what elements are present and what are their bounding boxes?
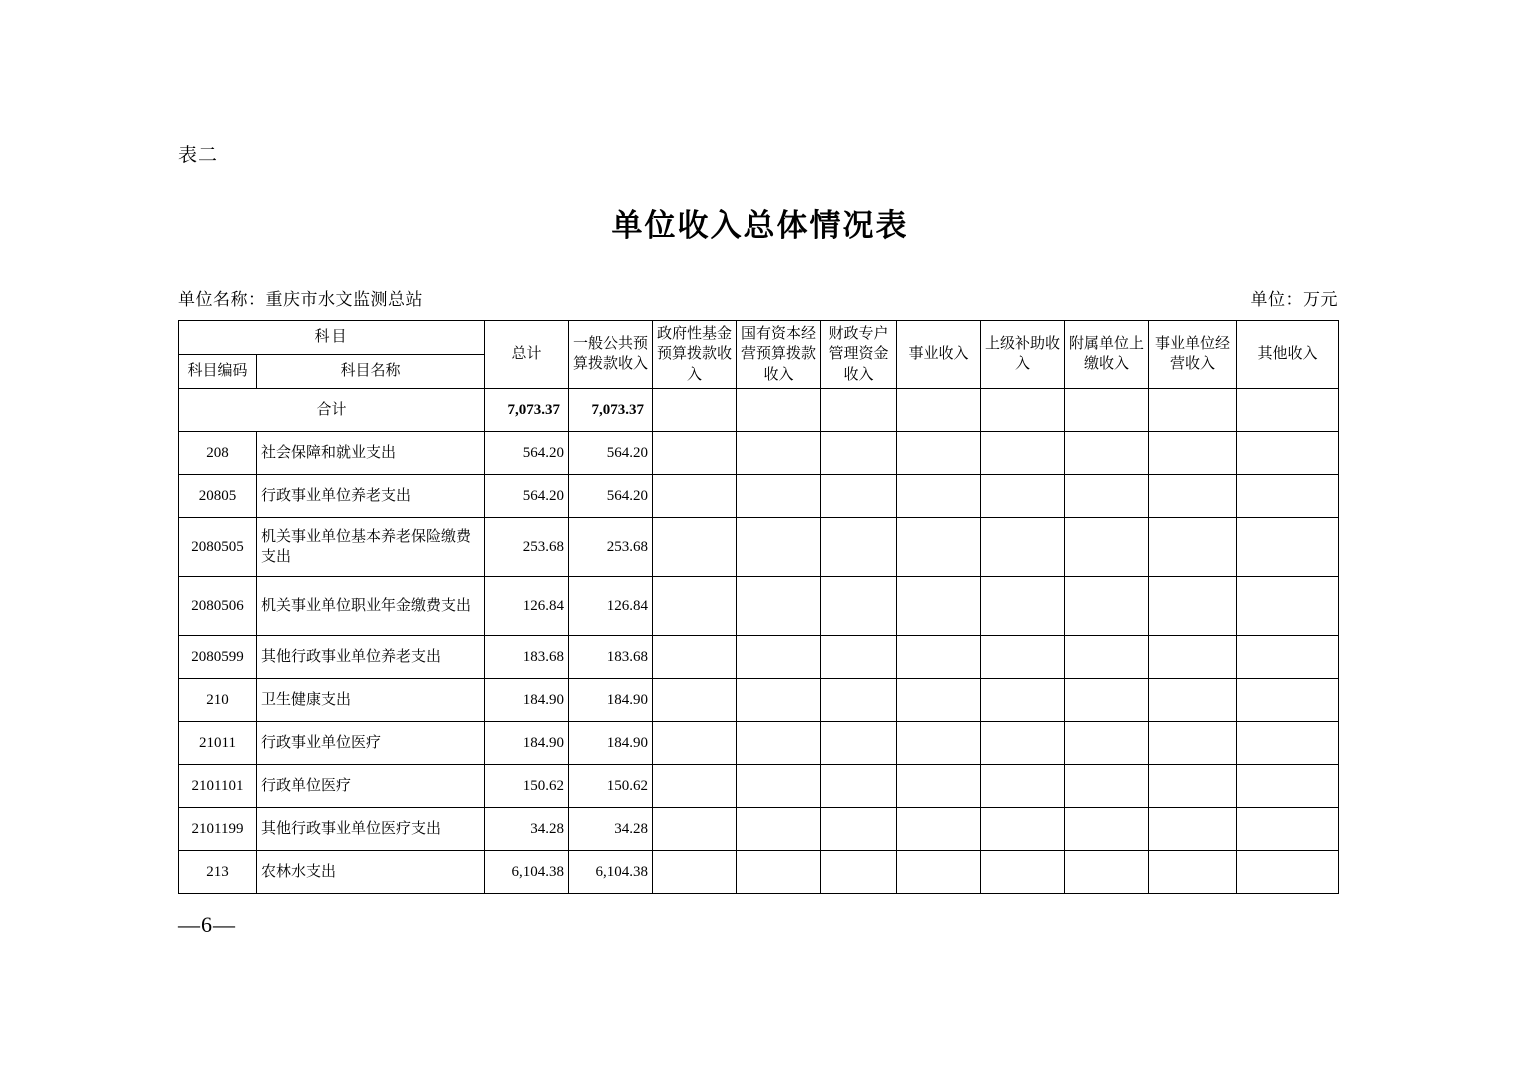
cell-business-income [897, 635, 981, 678]
cell-total: 184.90 [485, 678, 569, 721]
cell-fiscal-special-account [821, 431, 897, 474]
cell-business-unit-operation [1149, 431, 1237, 474]
cell-state-capital-operation [737, 635, 821, 678]
cell-affiliated-unit-payment [1065, 678, 1149, 721]
cell-total: 6,104.38 [485, 850, 569, 893]
table-row [179, 431, 1339, 474]
header-government-fund-budget: 政府性基金预算拨款收入 [653, 321, 737, 389]
cell-subject-name: 行政事业单位养老支出 [257, 474, 485, 517]
cell-business-unit-operation [1149, 764, 1237, 807]
header-subject-code: 科目编码 [179, 354, 257, 388]
cell-other-income [1237, 474, 1339, 517]
page-title: 单位收入总体情况表 [611, 208, 909, 243]
cell-superior-subsidy [981, 635, 1065, 678]
cell-general-public-budget: 184.90 [569, 721, 653, 764]
cell-subject-name: 卫生健康支出 [257, 678, 485, 721]
cell-government-fund-budget [653, 850, 737, 893]
cell-subject-code: 213 [179, 850, 257, 893]
cell-fiscal-special-account [821, 474, 897, 517]
cell-subject-name: 行政事业单位医疗 [257, 721, 485, 764]
cell-general-public-budget: 34.28 [569, 807, 653, 850]
cell-business-income [897, 850, 981, 893]
cell-business-unit-operation [1149, 807, 1237, 850]
cell-affiliated-unit-payment [1065, 635, 1149, 678]
table-row [179, 721, 1339, 764]
cell-state-capital-operation [737, 678, 821, 721]
cell-other-income [1237, 576, 1339, 635]
cell-general-public-budget: 183.68 [569, 635, 653, 678]
cell-subject-code: 2080599 [179, 635, 257, 678]
cell-general-public-budget: 126.84 [569, 576, 653, 635]
cell-other-income [1237, 850, 1339, 893]
header-subject-name: 科目名称 [257, 354, 485, 388]
cell-other-income [1237, 721, 1339, 764]
cell-general-public-budget: 564.20 [569, 431, 653, 474]
cell-subject-code: 2080505 [179, 517, 257, 576]
cell-superior-subsidy [981, 850, 1065, 893]
cell-business-unit-operation [1149, 517, 1237, 576]
cell-business-income [897, 431, 981, 474]
table-row [179, 474, 1339, 517]
cell-subject-name: 行政单位医疗 [257, 764, 485, 807]
cell-government-fund-budget [653, 431, 737, 474]
page-number: —6— [178, 912, 236, 937]
cell-subject-code: 21011 [179, 721, 257, 764]
total-superior-subsidy [981, 388, 1065, 431]
cell-other-income [1237, 678, 1339, 721]
cell-total: 126.84 [485, 576, 569, 635]
cell-state-capital-operation [737, 431, 821, 474]
cell-subject-name: 机关事业单位职业年金缴费支出 [257, 576, 485, 635]
cell-business-income [897, 576, 981, 635]
cell-total: 564.20 [485, 431, 569, 474]
cell-government-fund-budget [653, 635, 737, 678]
total-affiliated-unit-payment [1065, 388, 1149, 431]
total-other-income [1237, 388, 1339, 431]
cell-government-fund-budget [653, 517, 737, 576]
cell-affiliated-unit-payment [1065, 474, 1149, 517]
cell-superior-subsidy [981, 807, 1065, 850]
cell-fiscal-special-account [821, 721, 897, 764]
cell-affiliated-unit-payment [1065, 807, 1149, 850]
cell-total: 253.68 [485, 517, 569, 576]
cell-business-income [897, 764, 981, 807]
header-business-unit-operation: 事业单位经营收入 [1149, 321, 1237, 389]
cell-business-income [897, 721, 981, 764]
cell-state-capital-operation [737, 764, 821, 807]
header-affiliated-unit-payment: 附属单位上缴收入 [1065, 321, 1149, 389]
cell-subject-name: 其他行政事业单位养老支出 [257, 635, 485, 678]
cell-affiliated-unit-payment [1065, 576, 1149, 635]
cell-general-public-budget: 6,104.38 [569, 850, 653, 893]
cell-state-capital-operation [737, 517, 821, 576]
unit-name-label: 单位名称：重庆市水文监测总站 [178, 290, 423, 309]
total-business-unit-operation [1149, 388, 1237, 431]
cell-fiscal-special-account [821, 807, 897, 850]
table-row [179, 517, 1339, 576]
cell-government-fund-budget [653, 474, 737, 517]
table-row [179, 807, 1339, 850]
table-label: 表二 [178, 145, 219, 166]
cell-subject-code: 2101199 [179, 807, 257, 850]
table-row [179, 576, 1339, 635]
cell-general-public-budget: 150.62 [569, 764, 653, 807]
cell-general-public-budget: 253.68 [569, 517, 653, 576]
cell-general-public-budget: 564.20 [569, 474, 653, 517]
cell-superior-subsidy [981, 474, 1065, 517]
cell-superior-subsidy [981, 764, 1065, 807]
cell-government-fund-budget [653, 721, 737, 764]
cell-superior-subsidy [981, 517, 1065, 576]
cell-subject-name: 社会保障和就业支出 [257, 431, 485, 474]
cell-fiscal-special-account [821, 635, 897, 678]
table-body [179, 388, 1339, 893]
cell-total: 150.62 [485, 764, 569, 807]
cell-business-income [897, 474, 981, 517]
cell-business-unit-operation [1149, 576, 1237, 635]
total-label: 合计 [179, 388, 485, 431]
header-other-income: 其他收入 [1237, 321, 1339, 389]
cell-state-capital-operation [737, 850, 821, 893]
cell-total: 34.28 [485, 807, 569, 850]
header-subject-group: 科目 [179, 321, 485, 355]
header-row-1 [179, 321, 1339, 355]
header-general-public-budget: 一般公共预算拨款收入 [569, 321, 653, 389]
cell-state-capital-operation [737, 807, 821, 850]
cell-business-unit-operation [1149, 635, 1237, 678]
cell-affiliated-unit-payment [1065, 850, 1149, 893]
cell-state-capital-operation [737, 721, 821, 764]
cell-other-income [1237, 764, 1339, 807]
header-business-income: 事业收入 [897, 321, 981, 389]
cell-government-fund-budget [653, 764, 737, 807]
cell-general-public-budget: 184.90 [569, 678, 653, 721]
cell-state-capital-operation [737, 576, 821, 635]
cell-fiscal-special-account [821, 678, 897, 721]
cell-subject-code: 208 [179, 431, 257, 474]
total-state-capital-operation [737, 388, 821, 431]
cell-superior-subsidy [981, 431, 1065, 474]
cell-affiliated-unit-payment [1065, 517, 1149, 576]
table-row-total [179, 388, 1339, 431]
table-row [179, 635, 1339, 678]
cell-business-unit-operation [1149, 721, 1237, 764]
cell-affiliated-unit-payment [1065, 721, 1149, 764]
cell-fiscal-special-account [821, 576, 897, 635]
cell-total: 564.20 [485, 474, 569, 517]
cell-subject-name: 其他行政事业单位医疗支出 [257, 807, 485, 850]
cell-other-income [1237, 635, 1339, 678]
table-row [179, 764, 1339, 807]
header-superior-subsidy: 上级补助收入 [981, 321, 1065, 389]
total-government-fund-budget [653, 388, 737, 431]
cell-other-income [1237, 431, 1339, 474]
table-head [179, 321, 1339, 389]
total-total: 7,073.37 [485, 388, 569, 431]
table-row [179, 678, 1339, 721]
cell-government-fund-budget [653, 576, 737, 635]
header-total: 总计 [485, 321, 569, 389]
cell-other-income [1237, 517, 1339, 576]
cell-government-fund-budget [653, 807, 737, 850]
total-fiscal-special-account [821, 388, 897, 431]
cell-government-fund-budget [653, 678, 737, 721]
unit-measure-label: 单位：万元 [1250, 290, 1338, 309]
income-summary-table [178, 320, 1339, 894]
cell-subject-code: 210 [179, 678, 257, 721]
cell-business-unit-operation [1149, 678, 1237, 721]
cell-subject-code: 20805 [179, 474, 257, 517]
total-business-income [897, 388, 981, 431]
cell-fiscal-special-account [821, 850, 897, 893]
header-state-capital-operation: 国有资本经营预算拨款收入 [737, 321, 821, 389]
cell-fiscal-special-account [821, 764, 897, 807]
cell-business-income [897, 517, 981, 576]
cell-business-unit-operation [1149, 474, 1237, 517]
table-row [179, 850, 1339, 893]
cell-affiliated-unit-payment [1065, 431, 1149, 474]
cell-state-capital-operation [737, 474, 821, 517]
cell-other-income [1237, 807, 1339, 850]
cell-superior-subsidy [981, 721, 1065, 764]
cell-total: 184.90 [485, 721, 569, 764]
cell-business-income [897, 807, 981, 850]
cell-subject-code: 2101101 [179, 764, 257, 807]
cell-superior-subsidy [981, 576, 1065, 635]
cell-business-unit-operation [1149, 850, 1237, 893]
header-fiscal-special-account: 财政专户管理资金收入 [821, 321, 897, 389]
meta-row [178, 285, 1338, 307]
cell-superior-subsidy [981, 678, 1065, 721]
cell-fiscal-special-account [821, 517, 897, 576]
cell-subject-name: 农林水支出 [257, 850, 485, 893]
cell-subject-code: 2080506 [179, 576, 257, 635]
cell-subject-name: 机关事业单位基本养老保险缴费支出 [257, 517, 485, 576]
cell-affiliated-unit-payment [1065, 764, 1149, 807]
cell-business-income [897, 678, 981, 721]
cell-total: 183.68 [485, 635, 569, 678]
total-general-public-budget: 7,073.37 [569, 388, 653, 431]
